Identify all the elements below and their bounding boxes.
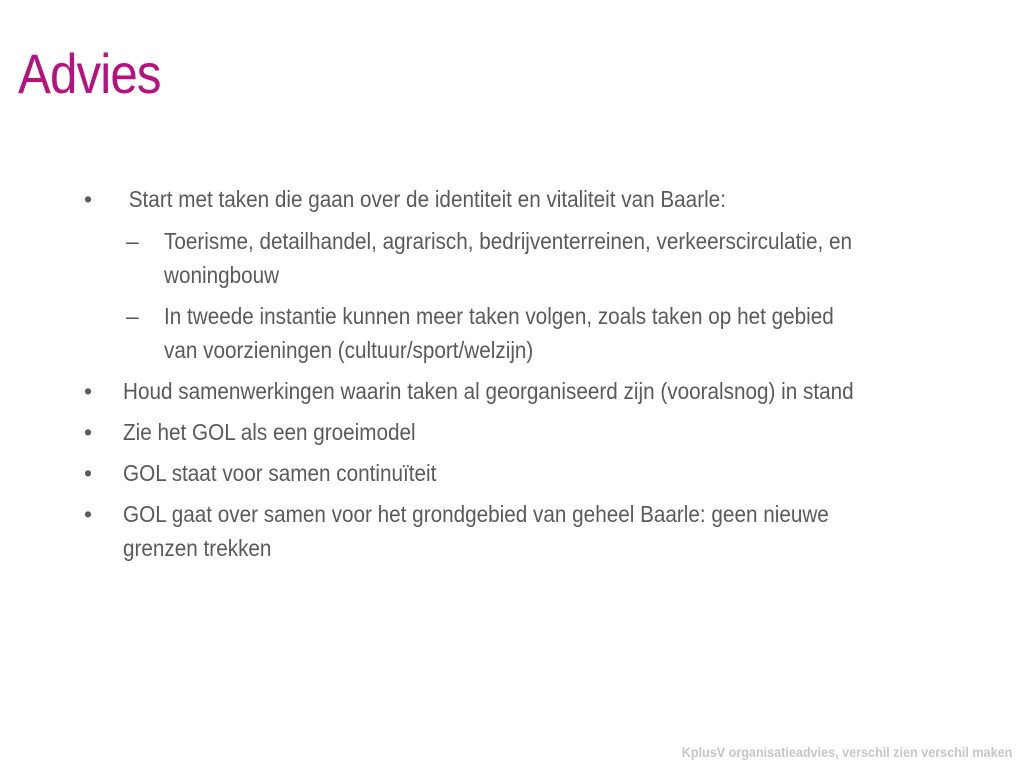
sub-bullet-1-line-1 [164,224,929,258]
bullet-3-line-1 [123,415,448,449]
sub-bullet-marker: – [126,228,139,254]
sub-bullet-2-text-line-2: van voorzieningen (cultuur/sport/welzijn) [164,337,534,363]
slide-title: Advies [18,42,161,105]
bullet-4-text: GOL staat voor samen continuïteit [123,460,437,486]
bullet-marker: • [84,501,93,527]
sub-bullet-2-text-line-1: In tweede instantie kunnen meer taken volgen, zoals taken op het gebied [164,303,834,329]
bullet-5-text-line-1: GOL gaat over samen voor het grondgebied van geheel Baarle: geen nieuwe [123,501,829,527]
sub-bullet-1-line-2 [164,258,292,292]
bullet-5-line-1 [123,497,907,531]
bullet-5-line-2 [123,531,288,565]
bullet-4-line-1 [123,456,471,490]
bullet-marker: • [84,186,93,212]
bullet-2-text: Houd samenwerkingen waarin taken al georganiseerd zijn (vooralsnog) in stand [123,378,854,404]
bullet-2-line-1 [123,374,935,408]
bullet-marker: • [84,460,93,486]
sub-bullet-marker: – [126,303,139,329]
bullet-3-text: Zie het GOL als een groeimodel [123,419,416,445]
slide-footer: KplusV organisatieadvies, verschil zien verschil maken [681,744,1012,760]
sub-bullet-1-text-line-1: Toerisme, detailhandel, agrarisch, bedrijventerreinen, verkeerscirculatie, en [164,228,853,254]
bullet-marker: • [84,419,93,445]
sub-bullet-1-text-line-2: woningbouw [164,262,280,288]
sub-bullet-2-line-2 [164,333,574,367]
bullet-marker: • [84,378,93,404]
bullet-1-line: Start met taken die gaan over de identiteit en vitaliteit van Baarle: [123,186,726,212]
bullet-1-text [123,182,793,216]
sub-bullet-2-line-1 [164,299,908,333]
bullet-5-text-line-2: grenzen trekken [123,535,272,561]
